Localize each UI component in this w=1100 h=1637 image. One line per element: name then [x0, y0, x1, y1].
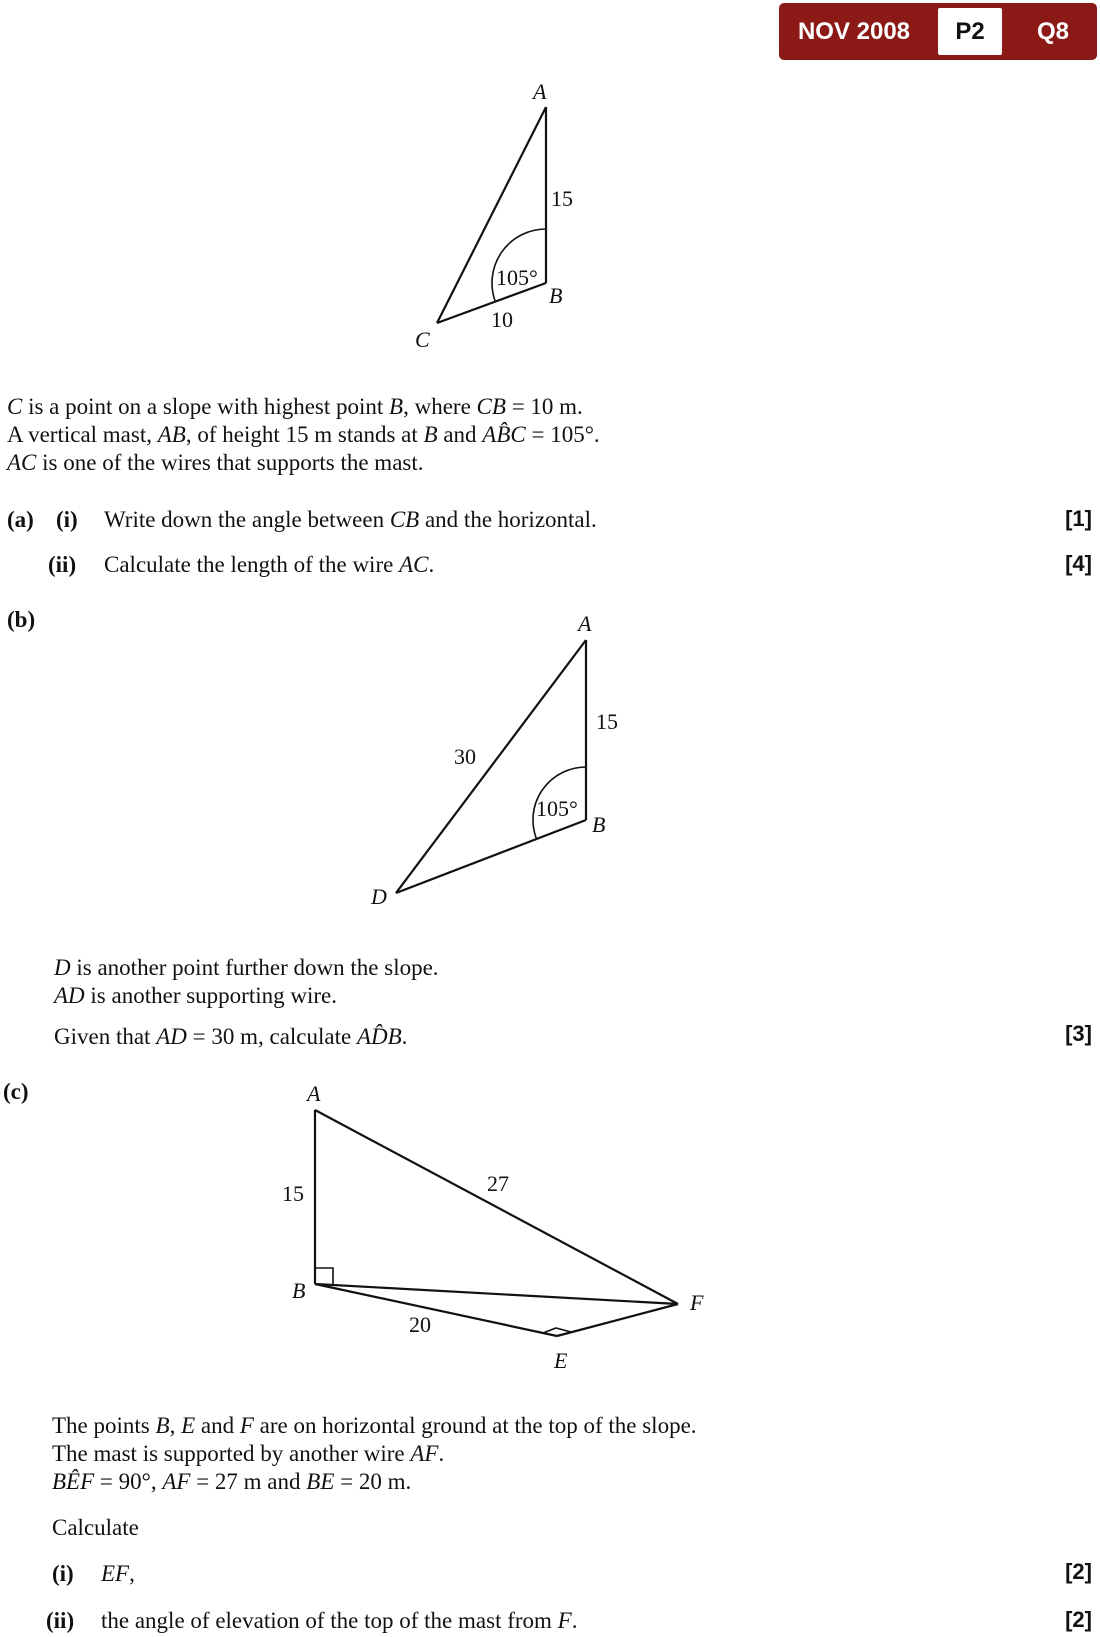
vertex-b-label: B: [292, 1278, 306, 1303]
part-c-i-label: (i): [52, 1561, 74, 1586]
part-c-label: (c): [3, 1079, 29, 1104]
intro-line-2: A vertical mast, AB, of height 15 m stands at B and AB̂C = 105°.: [7, 422, 600, 447]
intro-line-1: C is a point on a slope with highest point B, where CB = 10 m.: [7, 394, 583, 419]
part-c-i-text: EF,: [101, 1561, 135, 1586]
question-label: Q8: [1036, 18, 1069, 45]
part-c-calculate: Calculate: [52, 1515, 139, 1540]
vertex-a-label: A: [533, 79, 547, 104]
diagram-triangle-abd: [0, 600, 1100, 940]
intro-line-3: AC is one of the wires that supports the mast.: [7, 450, 424, 475]
part-c-line-2: The mast is supported by another wire AF.: [52, 1441, 445, 1466]
right-angle-e-marker: [543, 1328, 571, 1333]
vertex-b-label: B: [592, 812, 606, 837]
vertex-a-label: A: [578, 611, 592, 636]
part-b-question: Given that AD = 30 m, calculate AD̂B.: [54, 1024, 408, 1049]
part-c-ii-marks: [2]: [1065, 1607, 1092, 1632]
session-label: NOV 2008: [797, 18, 911, 45]
wire-af-line: [315, 1110, 678, 1304]
side-cb-label: 10: [491, 307, 513, 332]
side-ab-label: 15: [596, 709, 618, 734]
vertex-e-label: E: [554, 1348, 568, 1373]
part-c-i-marks: [2]: [1065, 1559, 1092, 1584]
side-ab-label: 15: [282, 1181, 304, 1206]
wire-ad-line: [396, 640, 586, 893]
paper-label: P2: [938, 8, 1002, 55]
vertex-f-label: F: [690, 1290, 704, 1315]
part-b-line-1: D is another point further down the slope.: [54, 955, 439, 980]
side-ab-label: 15: [551, 186, 573, 211]
right-angle-b-marker: [315, 1268, 333, 1285]
part-a-ii-label: (ii): [48, 552, 77, 577]
part-b-label: (b): [7, 607, 36, 632]
side-be-label: 20: [409, 1312, 431, 1337]
part-a-i-marks: [1]: [1065, 506, 1092, 531]
part-a-ii-marks: [4]: [1065, 551, 1092, 576]
diagram-triangle-abc: [0, 0, 1100, 360]
part-b-marks: [3]: [1065, 1021, 1092, 1046]
angle-b-label: 105°: [536, 796, 578, 821]
part-b-line-2: AD is another supporting wire.: [54, 983, 337, 1008]
vertex-b-label: B: [549, 283, 563, 308]
line-be: [315, 1284, 557, 1336]
side-ad-label: 30: [454, 744, 476, 769]
vertex-c-label: C: [415, 327, 430, 352]
part-c-ii-label: (ii): [46, 1608, 75, 1633]
part-c-line-1: The points B, E and F are on horizontal ground at the top of the slope.: [52, 1413, 697, 1438]
part-a-ii-text: Calculate the length of the wire AC.: [104, 552, 435, 577]
diagram-prism-abef: [0, 1070, 1100, 1390]
part-c-ii-text: the angle of elevation of the top of the mast from F.: [101, 1608, 578, 1633]
part-a-i-label: (i): [56, 507, 78, 532]
angle-b-label: 105°: [496, 265, 538, 290]
part-a-i-text: Write down the angle between CB and the horizontal.: [104, 507, 597, 532]
part-c-line-3: BÊF = 90°, AF = 27 m and BE = 20 m.: [52, 1469, 412, 1494]
line-ef: [557, 1304, 678, 1336]
line-bf: [315, 1284, 678, 1304]
side-af-label: 27: [487, 1171, 509, 1196]
vertex-a-label: A: [307, 1081, 321, 1106]
wire-ac-line: [437, 107, 546, 323]
part-a-label: (a): [7, 507, 34, 532]
vertex-d-label: D: [371, 884, 387, 909]
